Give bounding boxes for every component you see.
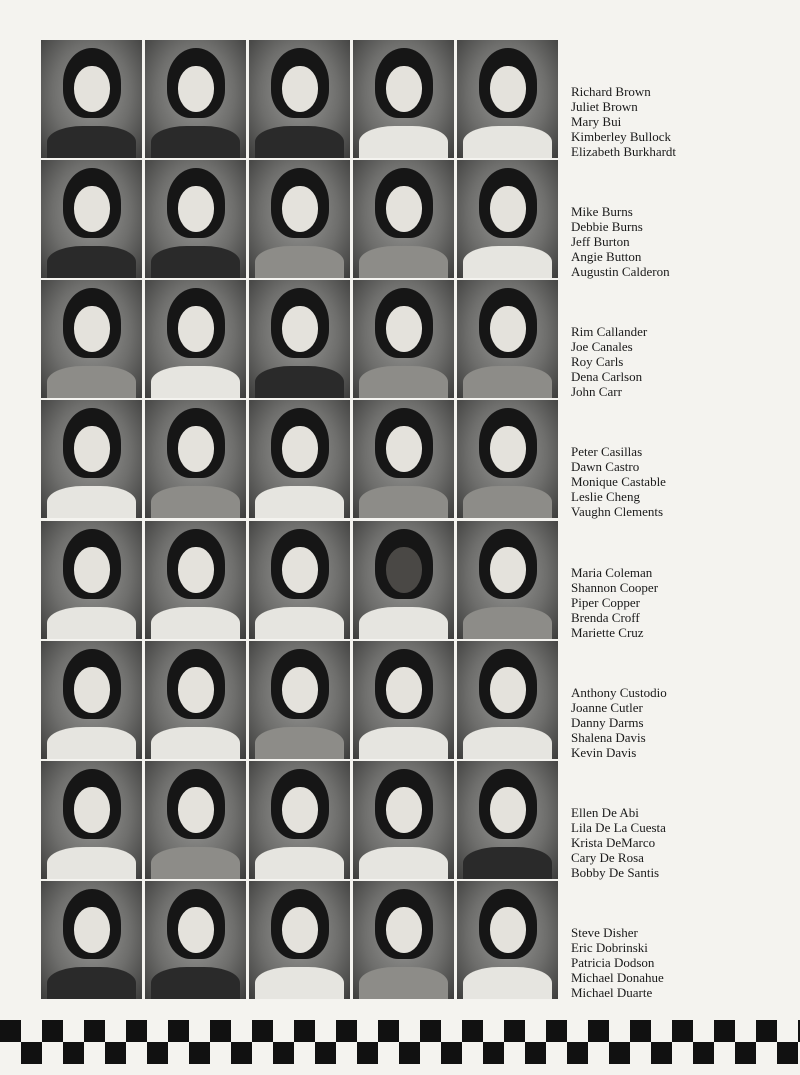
student-name: Cary De Rosa	[571, 850, 644, 866]
portrait-photo	[249, 761, 350, 879]
checker-square	[357, 1042, 378, 1064]
checker-square	[588, 1020, 609, 1042]
checker-square	[378, 1020, 399, 1042]
portrait-photo	[145, 40, 246, 158]
name-list	[571, 925, 771, 1000]
student-name: Steve Disher	[571, 925, 638, 940]
student-name: Bobby De Santis	[571, 865, 660, 881]
student-name: Patricia Dodson	[571, 955, 655, 971]
checker-square	[504, 1020, 525, 1042]
checker-square	[294, 1020, 315, 1042]
student-name: Lila De La Cuesta	[571, 820, 666, 836]
checker-square	[42, 1020, 63, 1042]
student-name: Mariette Cruz	[571, 625, 644, 641]
checker-square	[546, 1020, 567, 1042]
student-name: Angie Button	[571, 249, 642, 265]
student-name: Kimberley Bullock	[571, 129, 672, 145]
checker-square	[525, 1042, 546, 1064]
checker-square	[672, 1020, 693, 1042]
student-name: Shannon Cooper	[571, 580, 659, 596]
portrait-photo	[249, 40, 350, 158]
student-name: Mike Burns	[571, 204, 633, 219]
portrait-photo	[457, 761, 558, 879]
student-name: Dena Carlson	[571, 369, 643, 385]
checker-square	[126, 1020, 147, 1042]
portrait-photo	[41, 40, 142, 158]
student-name: Peter Casillas	[571, 444, 643, 459]
portrait-photo	[353, 881, 454, 999]
checker-square	[252, 1020, 273, 1042]
portrait-photo	[249, 641, 350, 759]
checker-square	[315, 1042, 336, 1064]
portrait-photo	[145, 521, 246, 639]
student-name: Danny Darms	[571, 715, 644, 731]
checker-square	[168, 1020, 189, 1042]
student-name: Rim Callander	[571, 324, 648, 339]
portrait-photo	[353, 280, 454, 398]
checker-square	[483, 1042, 504, 1064]
name-list	[571, 324, 771, 399]
portrait-photo	[457, 641, 558, 759]
name-list	[571, 84, 771, 159]
portrait-photo	[249, 521, 350, 639]
student-name: Roy Carls	[571, 354, 624, 370]
student-name: Brenda Croff	[571, 610, 640, 626]
portrait-photo	[41, 641, 142, 759]
portrait-photo	[41, 160, 142, 278]
student-name: Joe Canales	[571, 339, 633, 355]
checker-square	[231, 1042, 252, 1064]
student-name: Richard Brown	[571, 84, 651, 99]
portrait-row	[41, 521, 761, 639]
portrait-photo	[353, 521, 454, 639]
portrait-row	[41, 881, 761, 999]
checker-square	[735, 1042, 756, 1064]
portrait-photo	[41, 881, 142, 999]
portrait-photo	[353, 641, 454, 759]
portrait-photo	[457, 400, 558, 518]
student-name: Maria Coleman	[571, 565, 653, 580]
checker-square	[777, 1042, 798, 1064]
checker-square	[147, 1042, 168, 1064]
portrait-photo	[145, 400, 246, 518]
portrait-photo	[353, 160, 454, 278]
portrait-photo	[457, 40, 558, 158]
portrait-photo	[145, 160, 246, 278]
portrait-photo	[249, 280, 350, 398]
student-name: Monique Castable	[571, 474, 666, 490]
checker-square	[0, 1020, 21, 1042]
student-name: John Carr	[571, 384, 622, 400]
portrait-photo	[353, 40, 454, 158]
student-name: Leslie Cheng	[571, 489, 640, 505]
portrait-photo	[457, 280, 558, 398]
student-name: Juliet Brown	[571, 99, 638, 115]
student-name: Mary Bui	[571, 114, 622, 130]
portrait-photo	[249, 160, 350, 278]
student-name: Jeff Burton	[571, 234, 630, 250]
checker-square	[21, 1042, 42, 1064]
student-name: Elizabeth Burkhardt	[571, 144, 677, 160]
checker-square	[336, 1020, 357, 1042]
portrait-row	[41, 280, 761, 398]
checker-square	[273, 1042, 294, 1064]
student-name: Piper Copper	[571, 595, 640, 611]
portrait-photo	[145, 280, 246, 398]
checker-square	[714, 1020, 735, 1042]
portrait-photo	[249, 400, 350, 518]
checker-square	[105, 1042, 126, 1064]
student-name: Ellen De Abi	[571, 805, 639, 820]
portrait-photo	[41, 400, 142, 518]
portrait-photo	[353, 400, 454, 518]
portrait-row	[41, 400, 761, 518]
portrait-photo	[41, 280, 142, 398]
checker-square	[630, 1020, 651, 1042]
checkered-border	[0, 1020, 800, 1064]
name-list	[571, 444, 771, 519]
portrait-row	[41, 641, 761, 759]
checker-square	[189, 1042, 210, 1064]
portrait-photo	[41, 521, 142, 639]
portrait-photo	[41, 761, 142, 879]
portrait-photo	[457, 521, 558, 639]
student-name: Anthony Custodio	[571, 685, 667, 700]
portrait-photo	[353, 761, 454, 879]
portrait-photo	[249, 881, 350, 999]
student-name: Eric Dobrinski	[571, 940, 648, 956]
checker-square	[399, 1042, 420, 1064]
student-name: Michael Donahue	[571, 970, 664, 986]
student-name: Debbie Burns	[571, 219, 643, 235]
portrait-photo	[145, 761, 246, 879]
name-list	[571, 805, 771, 880]
student-name: Krista DeMarco	[571, 835, 656, 851]
checker-square	[756, 1020, 777, 1042]
name-list	[571, 685, 771, 760]
student-name: Augustin Calderon	[571, 264, 670, 280]
checker-square	[420, 1020, 441, 1042]
name-list	[571, 204, 771, 279]
student-name: Dawn Castro	[571, 459, 640, 475]
checker-square	[651, 1042, 672, 1064]
student-name: Kevin Davis	[571, 745, 637, 761]
student-name: Joanne Cutler	[571, 700, 643, 716]
student-name: Vaughn Clements	[571, 504, 664, 520]
portrait-photo	[457, 881, 558, 999]
portrait-photo	[457, 160, 558, 278]
checker-square	[63, 1042, 84, 1064]
portrait-row	[41, 40, 761, 158]
student-name: Shalena Davis	[571, 730, 646, 746]
checker-square	[441, 1042, 462, 1064]
checker-square	[609, 1042, 630, 1064]
portrait-row	[41, 160, 761, 278]
checker-square	[567, 1042, 588, 1064]
portrait-row	[41, 761, 761, 879]
portrait-photo	[145, 641, 246, 759]
portrait-photo	[145, 881, 246, 999]
student-name: Michael Duarte	[571, 985, 653, 1001]
checker-square	[693, 1042, 714, 1064]
checker-square	[210, 1020, 231, 1042]
checker-square	[462, 1020, 483, 1042]
checker-square	[84, 1020, 105, 1042]
name-list	[571, 565, 771, 640]
